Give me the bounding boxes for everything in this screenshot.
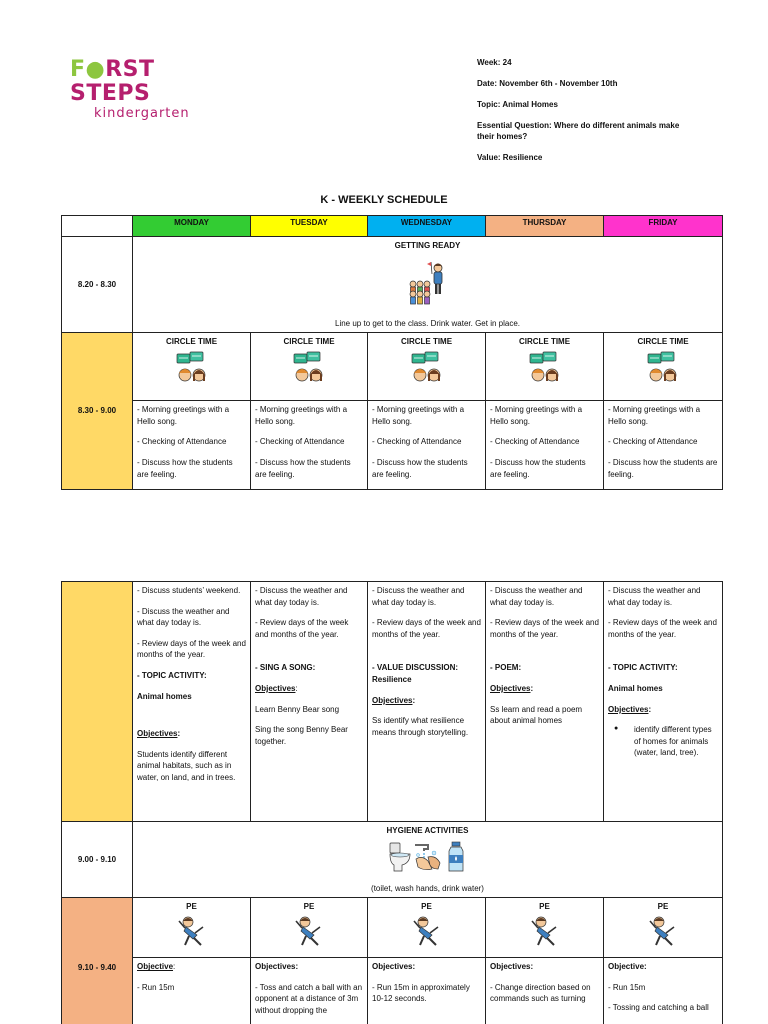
objectives-label: Objectives [372, 695, 413, 705]
getting-ready-row [62, 237, 723, 333]
exercise-icon [530, 915, 560, 947]
activity-line: - Discuss the weather and what day today is. [372, 586, 465, 607]
wash-hands-icon [415, 845, 440, 870]
pe-title: PE [421, 902, 432, 912]
pe-title: PE [539, 902, 550, 912]
activity-line: - Discuss the weather and what day today is. [137, 606, 230, 628]
activity-heading: - POEM: [490, 663, 522, 673]
hygiene-desc: (toilet, wash hands, drink water) [371, 883, 484, 893]
circle-item: - Morning greetings with a Hello song. [255, 405, 348, 426]
circle-item: - Discuss how the students are feeling. [372, 457, 468, 479]
activity-heading: - TOPIC ACTIVITY: [137, 670, 207, 680]
water-bottle-icon [449, 842, 463, 871]
pe-cell-wed [368, 898, 486, 958]
week-date: Date: November 6th - November 10th [477, 79, 618, 88]
circle-item: - Checking of Attendance [372, 437, 462, 447]
activity-fri: - Discuss the weather and what day today is. - Review days of the week and months of the year. - TOPIC ACTIVITY: Animal homes Objectives: ● identify different types of homes for animals (water, land, tree). [604, 582, 723, 822]
pe-content-tue [251, 958, 368, 1024]
circle-item: - Checking of Attendance [255, 437, 345, 447]
circle-content-tue [251, 401, 368, 490]
activity-line: - Discuss the weather and what day today is. [255, 586, 348, 607]
pe-objective-label: Objectives: [372, 962, 416, 972]
pe-objective-text: - Change direction based on commands such as turning [490, 982, 591, 1004]
day-friday: FRIDAY [604, 216, 723, 237]
activity-topic: Animal homes [608, 683, 663, 693]
circle-content-mon [133, 401, 251, 490]
pe-content-wed [368, 958, 486, 1024]
objectives-label: Objectives [490, 683, 531, 693]
pe-objective-text: - Run 15m [608, 982, 646, 992]
circle-title: CIRCLE TIME [637, 337, 689, 347]
getting-ready-title: GETTING READY [394, 241, 461, 250]
circle-title: CIRCLE TIME [400, 337, 453, 347]
getting-ready-cell [133, 237, 723, 333]
exercise-icon [648, 915, 678, 947]
day-thursday: THURSDAY [486, 216, 604, 237]
circle-item: - Discuss how the students are feeling. [608, 457, 718, 479]
day-tuesday: TUESDAY [251, 216, 368, 237]
day-monday: MONDAY [133, 216, 251, 237]
activity-line: - Discuss the weather and what day today is. [608, 586, 701, 607]
week-number: Week: 24 [477, 58, 512, 67]
pe-title: PE [657, 902, 669, 912]
activity-mon: - Discuss students’ weekend. - Discuss the weather and what day today is. - Review days of the week and months of the year. - TOPIC ACTIVITY: Animal homes Objectives: Students identify different animal habitats, such as in water, on land, and in trees. [133, 582, 251, 822]
activity-line: - Review days of the week and months of the year. [255, 618, 349, 639]
circle-content-thu [486, 401, 604, 490]
getting-ready-desc: Line up to get to the class. Drink water. Get in place. [335, 318, 520, 328]
circle-cell-fri [604, 333, 723, 401]
circle-item: - Morning greetings with a Hello song. [372, 405, 465, 426]
pe-objective-text: - Run 15m [137, 982, 175, 992]
activity-heading: - VALUE DISCUSSION: [372, 663, 459, 673]
circle-title: CIRCLE TIME [518, 337, 571, 347]
activity-topic: Resilience [372, 674, 412, 684]
hygiene-row [62, 822, 723, 898]
circle-item: - Discuss how the students are feeling. [255, 457, 351, 479]
schedule-table-top [61, 215, 723, 490]
circle-time-cell: 8.30 - 9.00 [62, 333, 133, 490]
activity-heading: - SING A SONG: [255, 663, 316, 673]
circle-cell-mon [133, 333, 251, 401]
activity-line: - Review days of the week and months of the year. [137, 638, 246, 660]
hygiene-time-cell: 9.00 - 9.10 [62, 822, 133, 898]
circle-item: - Morning greetings with a Hello song. [608, 405, 701, 426]
hygiene-title: HYGIENE ACTIVITIES [386, 826, 469, 835]
objective-text: Students identify different animal habitats, such as in water, on land, and in trees. [137, 749, 236, 782]
pe-cell-mon [133, 898, 251, 958]
objective-text: Ss identify what resilience means through storytelling. [372, 716, 469, 737]
time-cell: 8.20 - 8.30 [62, 237, 133, 333]
pe-objective-label: Objective [137, 962, 174, 972]
activity-wed: - Discuss the weather and what day today is. - Review days of the week and months of the year. - VALUE DISCUSSION: Resilience Objectives: Ss identify what resilience means through storytelling. [368, 582, 486, 822]
circle-item: - Discuss how the students are feeling. [490, 457, 586, 479]
logo-wordmark: F●RST STEPS [70, 57, 155, 106]
activity-line: - Review days of the week and months of the year. [490, 618, 599, 639]
activity-line: - Review days of the week and months of the year. [608, 618, 717, 639]
teacher-children-icon [403, 256, 453, 306]
circle-title: CIRCLE TIME [283, 337, 335, 347]
objectives-label: Objectives [137, 729, 178, 739]
pe-title-row [62, 898, 723, 958]
circle-item: - Checking of Attendance [490, 437, 580, 447]
pe-objective-text: - Toss and catch a ball with an opponent at a distance of 3m without dropping the [255, 982, 363, 1015]
circle-content-wed [368, 401, 486, 490]
circle-item: - Checking of Attendance [608, 437, 698, 447]
conversation-icon [645, 351, 681, 387]
pe-content-mon: Objective: - Run 15m [133, 958, 251, 1024]
objectives-label: Objectives [255, 683, 296, 693]
first-steps-logo [70, 57, 230, 121]
day-header-row [62, 216, 723, 237]
pe-title: PE [303, 902, 315, 912]
pe-cell-thu [486, 898, 604, 958]
pe-objective-label: Objective: [608, 962, 647, 972]
objective-text: Learn Benny Bear song [255, 704, 340, 714]
exercise-icon [294, 915, 324, 947]
activity-tue: - Discuss the weather and what day today is. - Review days of the week and months of the year. - SING A SONG: Objectives: Learn Benny Bear song Sing the song Benny Bear together. [251, 582, 368, 822]
circle-time-content-row [62, 401, 723, 490]
exercise-icon [177, 915, 207, 947]
circle-title: CIRCLE TIME [165, 337, 218, 347]
objectives-label: Objectives [608, 704, 649, 714]
pe-objective-text: - Run 15m in approximately 10-12 seconds. [372, 982, 470, 1004]
pe-content-thu [486, 958, 604, 1024]
circle-cell-thu [486, 333, 604, 401]
circle-item: - Morning greetings with a Hello song. [490, 405, 583, 426]
week-value: Value: Resilience [477, 153, 543, 162]
pe-title: PE [186, 902, 197, 912]
week-info [477, 57, 697, 173]
day-wednesday: WEDNESDAY [368, 216, 486, 237]
conversation-icon [409, 351, 445, 387]
circle-item: - Discuss how the students are feeling. [137, 457, 233, 479]
activity-heading: - TOPIC ACTIVITY: [608, 663, 678, 673]
exercise-icon [412, 915, 442, 947]
circle-cell-wed [368, 333, 486, 401]
objective-text: Ss learn and read a poem about animal homes [490, 704, 583, 726]
header-empty-cell [62, 216, 133, 237]
activity-line: - Review days of the week and months of the year. [372, 618, 481, 639]
activities-time-cell [62, 582, 133, 822]
pe-time-cell: 9.10 - 9.40 [62, 898, 133, 1024]
activities-row [62, 582, 723, 822]
pe-content-row [62, 958, 723, 1024]
hygiene-icons [388, 841, 468, 873]
pe-cell-tue [251, 898, 368, 958]
toilet-icon [390, 843, 410, 871]
conversation-icon [527, 351, 563, 387]
circle-cell-tue [251, 333, 368, 401]
circle-item: - Checking of Attendance [137, 437, 227, 447]
pe-objective-text: - Tossing and catching a ball [608, 1003, 709, 1013]
activity-topic: Animal homes [137, 691, 192, 701]
objective-bullet: ● identify different types of homes for animals (water, land, tree). [608, 724, 718, 759]
essential-question: Essential Question: Where do different animals make their homes? [477, 121, 680, 141]
activity-line: - Discuss the weather and what day today is. [490, 586, 583, 607]
circle-item: - Morning greetings with a Hello song. [137, 405, 230, 426]
objective-text: Sing the song Benny Bear together. [255, 725, 348, 746]
circle-content-fri [604, 401, 723, 490]
schedule-title: K - WEEKLY SCHEDULE [320, 194, 448, 206]
circle-time-title-row [62, 333, 723, 401]
conversation-icon [174, 351, 210, 387]
week-topic: Topic: Animal Homes [477, 100, 558, 109]
activity-line: - Discuss students’ weekend. [137, 586, 241, 595]
pe-cell-fri [604, 898, 723, 958]
logo-subtitle: kindergarten [94, 106, 190, 121]
conversation-icon [291, 351, 327, 387]
pe-content-fri [604, 958, 723, 1024]
pe-objective-label: Objectives: [490, 962, 534, 972]
activity-thu: - Discuss the weather and what day today is. - Review days of the week and months of the year. - POEM: Objectives: Ss learn and read a poem about animal homes [486, 582, 604, 822]
hygiene-cell [133, 822, 723, 898]
pe-objective-label: Objectives: [255, 962, 299, 972]
schedule-table-bottom [61, 581, 723, 1024]
